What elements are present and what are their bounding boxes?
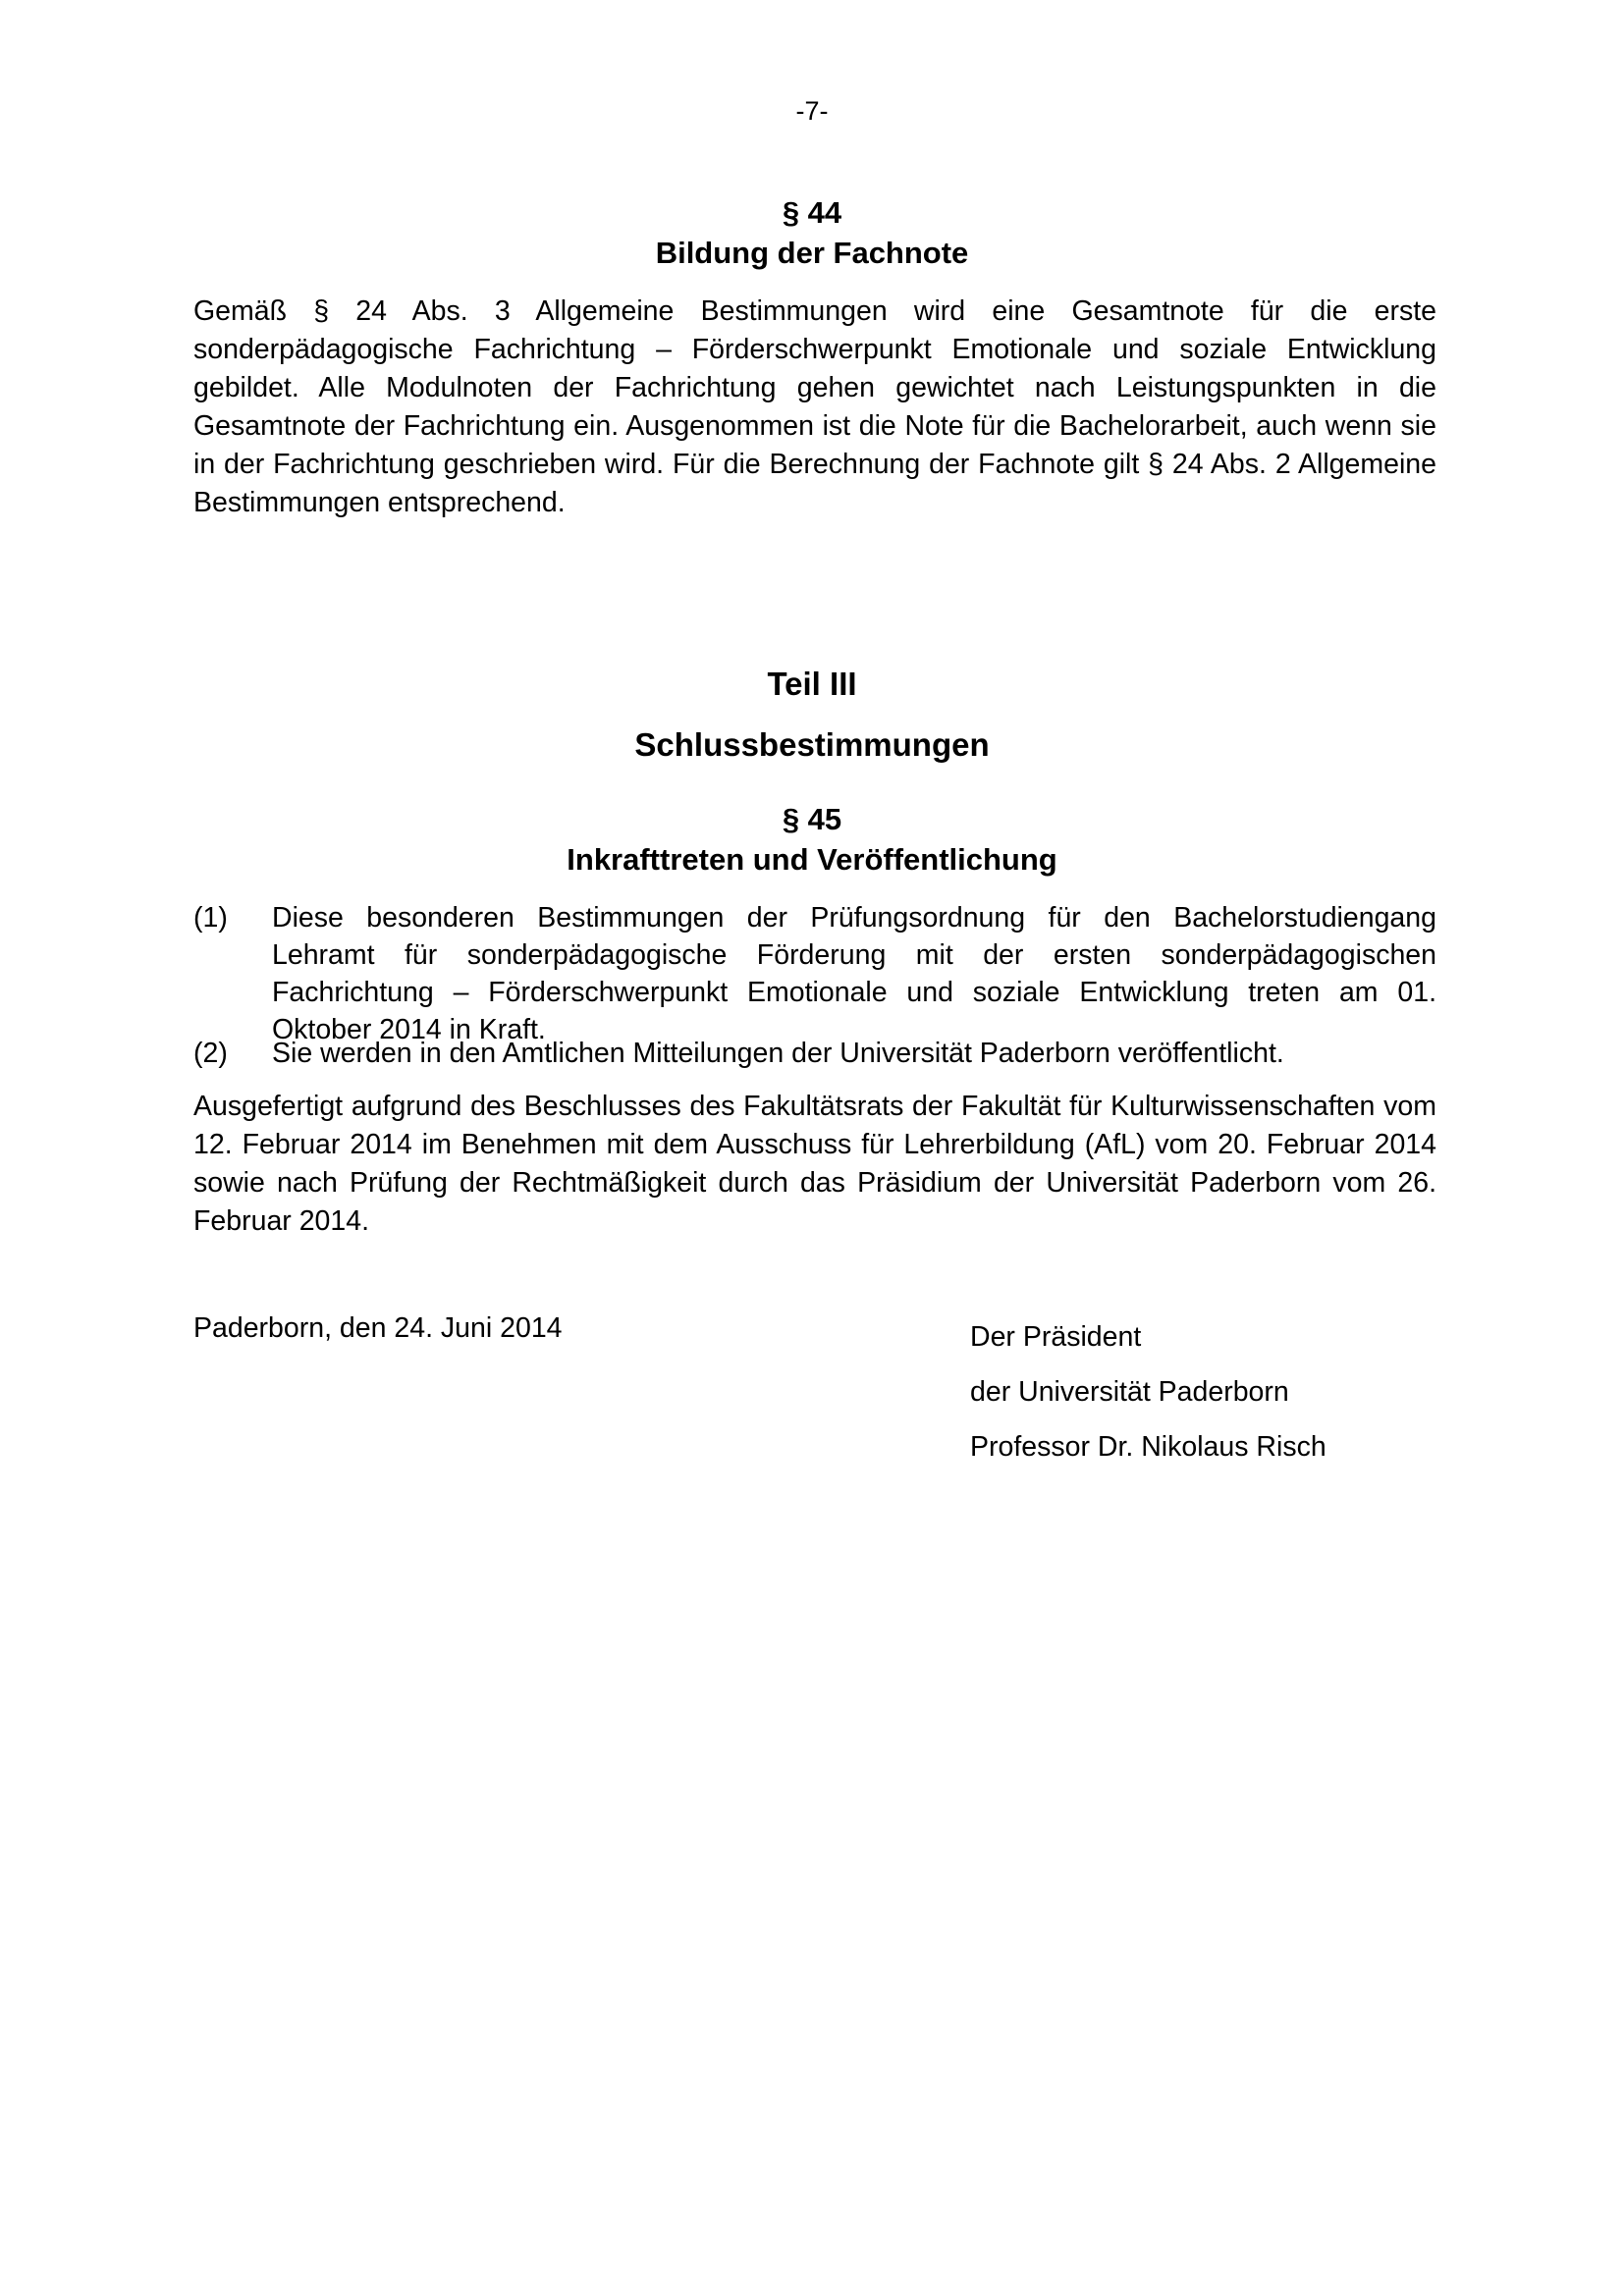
section-45-closing: Ausgefertigt aufgrund des Beschlusses des Fakultätsrats der Fakultät für Kulturwissenschaften vom 12. Februar 2014 im Benehmen mit dem Ausschuss für Lehrerbildung (AfL) vom 20. Februar 2014 sowie nach Prüfung der Rechtmäßigkeit durch das Präsidium der Universität Paderborn vom 26. Februar 2014.	[193, 1091, 1436, 1237]
page-number: -7-	[795, 96, 829, 126]
section-44-heading	[0, 192, 1624, 273]
signature-line-2: der Universität Paderborn	[970, 1376, 1289, 1408]
section-44-title: Bildung der Fachnote	[655, 236, 969, 270]
item-number: (1)	[193, 902, 228, 934]
section-45-item-2	[193, 1035, 1436, 1072]
part-3-subtitle: Schlussbestimmungen	[634, 726, 990, 763]
section-44-text: Gemäß § 24 Abs. 3 Allgemeine Bestimmungen wird eine Gesamtnote für die erste sonderpädagogische Fachrichtung – Förderschwerpunkt Emotionale und soziale Entwicklung gebildet. Alle Modulnoten der Fachrichtung gehen gewichtet nach Leistungspunkten in die Gesamtnote der Fachrichtung ein. Ausgenommen ist die Note für die Bachelorarbeit, auch wenn sie in der Fachrichtung geschrieben wird. Für die Berechnung der Fachnote gilt § 24 Abs. 2 Allgemeine Bestimmungen entsprechend.	[193, 295, 1436, 518]
item-text: Diese besonderen Bestimmungen der Prüfungsordnung für den Bachelorstudiengang Lehramt für sonderpädagogische Förderung mit der ersten sonderpädagogischen Fachrichtung – Förderschwerpunkt Emotionale und soziale Entwicklung treten am 01. Oktober 2014 in Kraft.	[272, 902, 1436, 1045]
section-45-item-1	[193, 899, 1436, 1048]
signature-place-date: Paderborn, den 24. Juni 2014	[193, 1312, 563, 1344]
section-45-title: Inkrafttreten und Veröffentlichung	[567, 842, 1057, 877]
section-44-number: § 44	[782, 195, 842, 230]
signature-line-3: Professor Dr. Nikolaus Risch	[970, 1431, 1326, 1463]
section-45-heading	[0, 799, 1624, 880]
section-45-number: § 45	[782, 802, 842, 836]
signature-block	[970, 1309, 1326, 1474]
item-text: Sie werden in den Amtlichen Mitteilungen der Universität Paderborn veröffentlicht.	[272, 1038, 1284, 1069]
part-3-title: Teil III	[767, 666, 857, 702]
item-number: (2)	[193, 1038, 228, 1069]
signature-line-1: Der Präsident	[970, 1321, 1142, 1353]
